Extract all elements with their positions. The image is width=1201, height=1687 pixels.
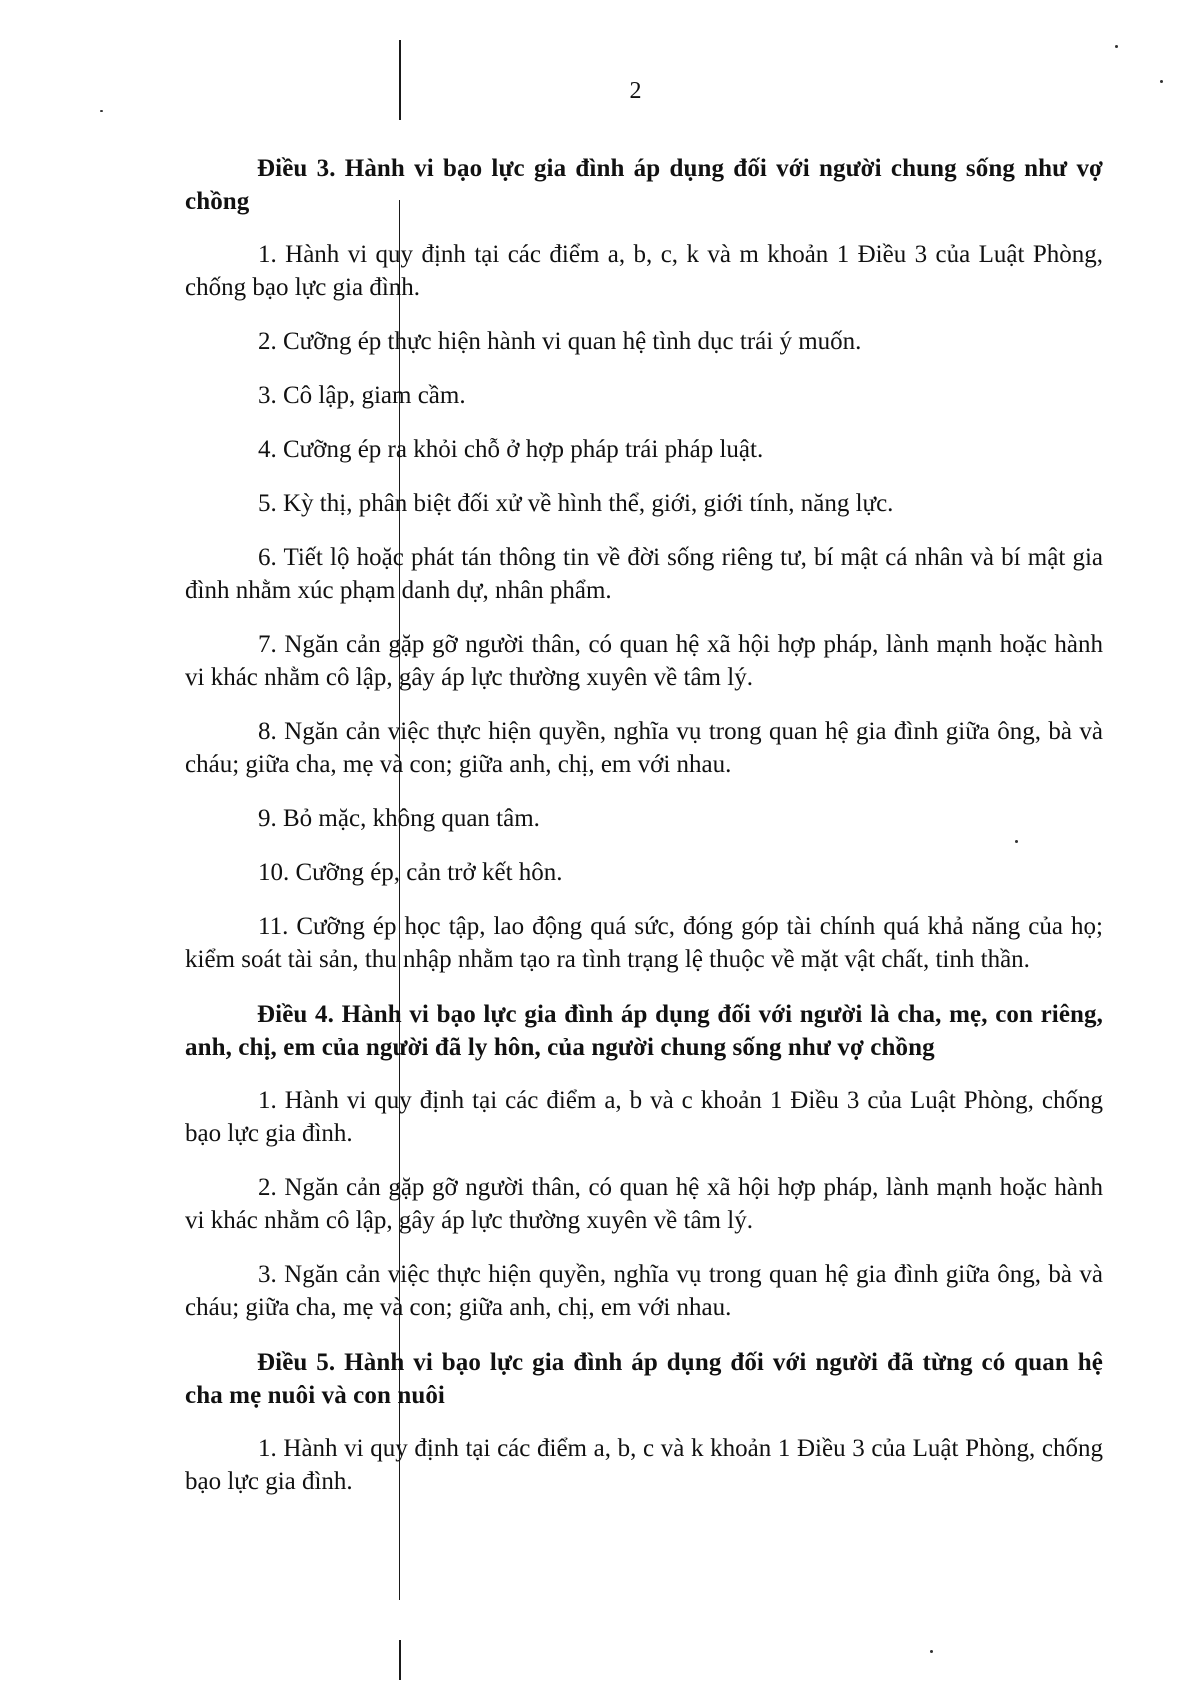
article-5-item-1: 1. Hành vi quy định tại các điểm a, b, c và k khoản 1 Điều 3 của Luật Phòng, chống bạo lực gia đình. <box>185 1435 1103 1495</box>
scan-speck <box>930 1650 933 1653</box>
article-3-item-8: 8. Ngăn cản việc thực hiện quyền, nghĩa vụ trong quan hệ gia đình giữa ông, bà và cháu; giữa cha, mẹ và con; giữa anh, chị, em với nhau. <box>185 718 1103 778</box>
article-5-heading: Điều 5. Hành vi bạo lực gia đình áp dụng đối với người đã từng có quan hệ cha mẹ nuôi và con nuôi <box>185 1349 1103 1409</box>
article-3-item-4: 4. Cưỡng ép ra khỏi chỗ ở hợp pháp trái pháp luật. <box>258 436 764 463</box>
article-3-item-7: 7. Ngăn cản gặp gỡ người thân, có quan hệ xã hội hợp pháp, lành mạnh hoặc hành vi khác nhằm cô lập, gây áp lực thường xuyên về tâm lý. <box>185 631 1103 691</box>
article-3-item-2: 2. Cưỡng ép thực hiện hành vi quan hệ tình dục trái ý muốn. <box>258 328 862 355</box>
document-body <box>185 152 1103 1498</box>
article-3-item-11: 11. Cưỡng ép học tập, lao động quá sức, đóng góp tài chính quá khả năng của họ; kiểm soát tài sản, thu nhập nhằm tạo ra tình trạng lệ thuộc về mặt vật chất, tinh thần. <box>185 913 1103 973</box>
scan-speck <box>100 110 103 112</box>
scan-fold-line <box>399 1640 401 1680</box>
article-3-heading: Điều 3. Hành vi bạo lực gia đình áp dụng đối với người chung sống như vợ chồng <box>185 155 1103 215</box>
article-4-item-1: 1. Hành vi quy định tại các điểm a, b và c khoản 1 Điều 3 của Luật Phòng, chống bạo lực gia đình. <box>185 1087 1103 1147</box>
article-4-item-3: 3. Ngăn cản việc thực hiện quyền, nghĩa vụ trong quan hệ gia đình giữa ông, bà và cháu; giữa cha, mẹ và con; giữa anh, chị, em với nhau. <box>185 1261 1103 1321</box>
article-3-item-1: 1. Hành vi quy định tại các điểm a, b, c, k và m khoản 1 Điều 3 của Luật Phòng, chống bạo lực gia đình. <box>185 241 1103 301</box>
article-3-item-5: 5. Kỳ thị, phân biệt đối xử về hình thể, giới, giới tính, năng lực. <box>258 490 894 517</box>
article-3-item-6: 6. Tiết lộ hoặc phát tán thông tin về đời sống riêng tư, bí mật cá nhân và bí mật gia đình nhằm xúc phạm danh dự, nhân phẩm. <box>185 544 1103 604</box>
article-4-heading: Điều 4. Hành vi bạo lực gia đình áp dụng đối với người là cha, mẹ, con riêng, anh, chị, em của người đã ly hôn, của người chung sống như vợ chồng <box>185 1001 1103 1061</box>
scan-speck <box>1115 45 1118 48</box>
article-3-item-10: 10. Cưỡng ép, cản trở kết hôn. <box>258 859 563 886</box>
article-3-item-3: 3. Cô lập, giam cầm. <box>258 382 466 409</box>
article-4-item-2: 2. Ngăn cản gặp gỡ người thân, có quan hệ xã hội hợp pháp, lành mạnh hoặc hành vi khác nhằm cô lập, gây áp lực thường xuyên về tâm lý. <box>185 1174 1103 1234</box>
page-number: 2 <box>629 78 642 104</box>
article-3-item-9: 9. Bỏ mặc, không quan tâm. <box>258 805 540 832</box>
